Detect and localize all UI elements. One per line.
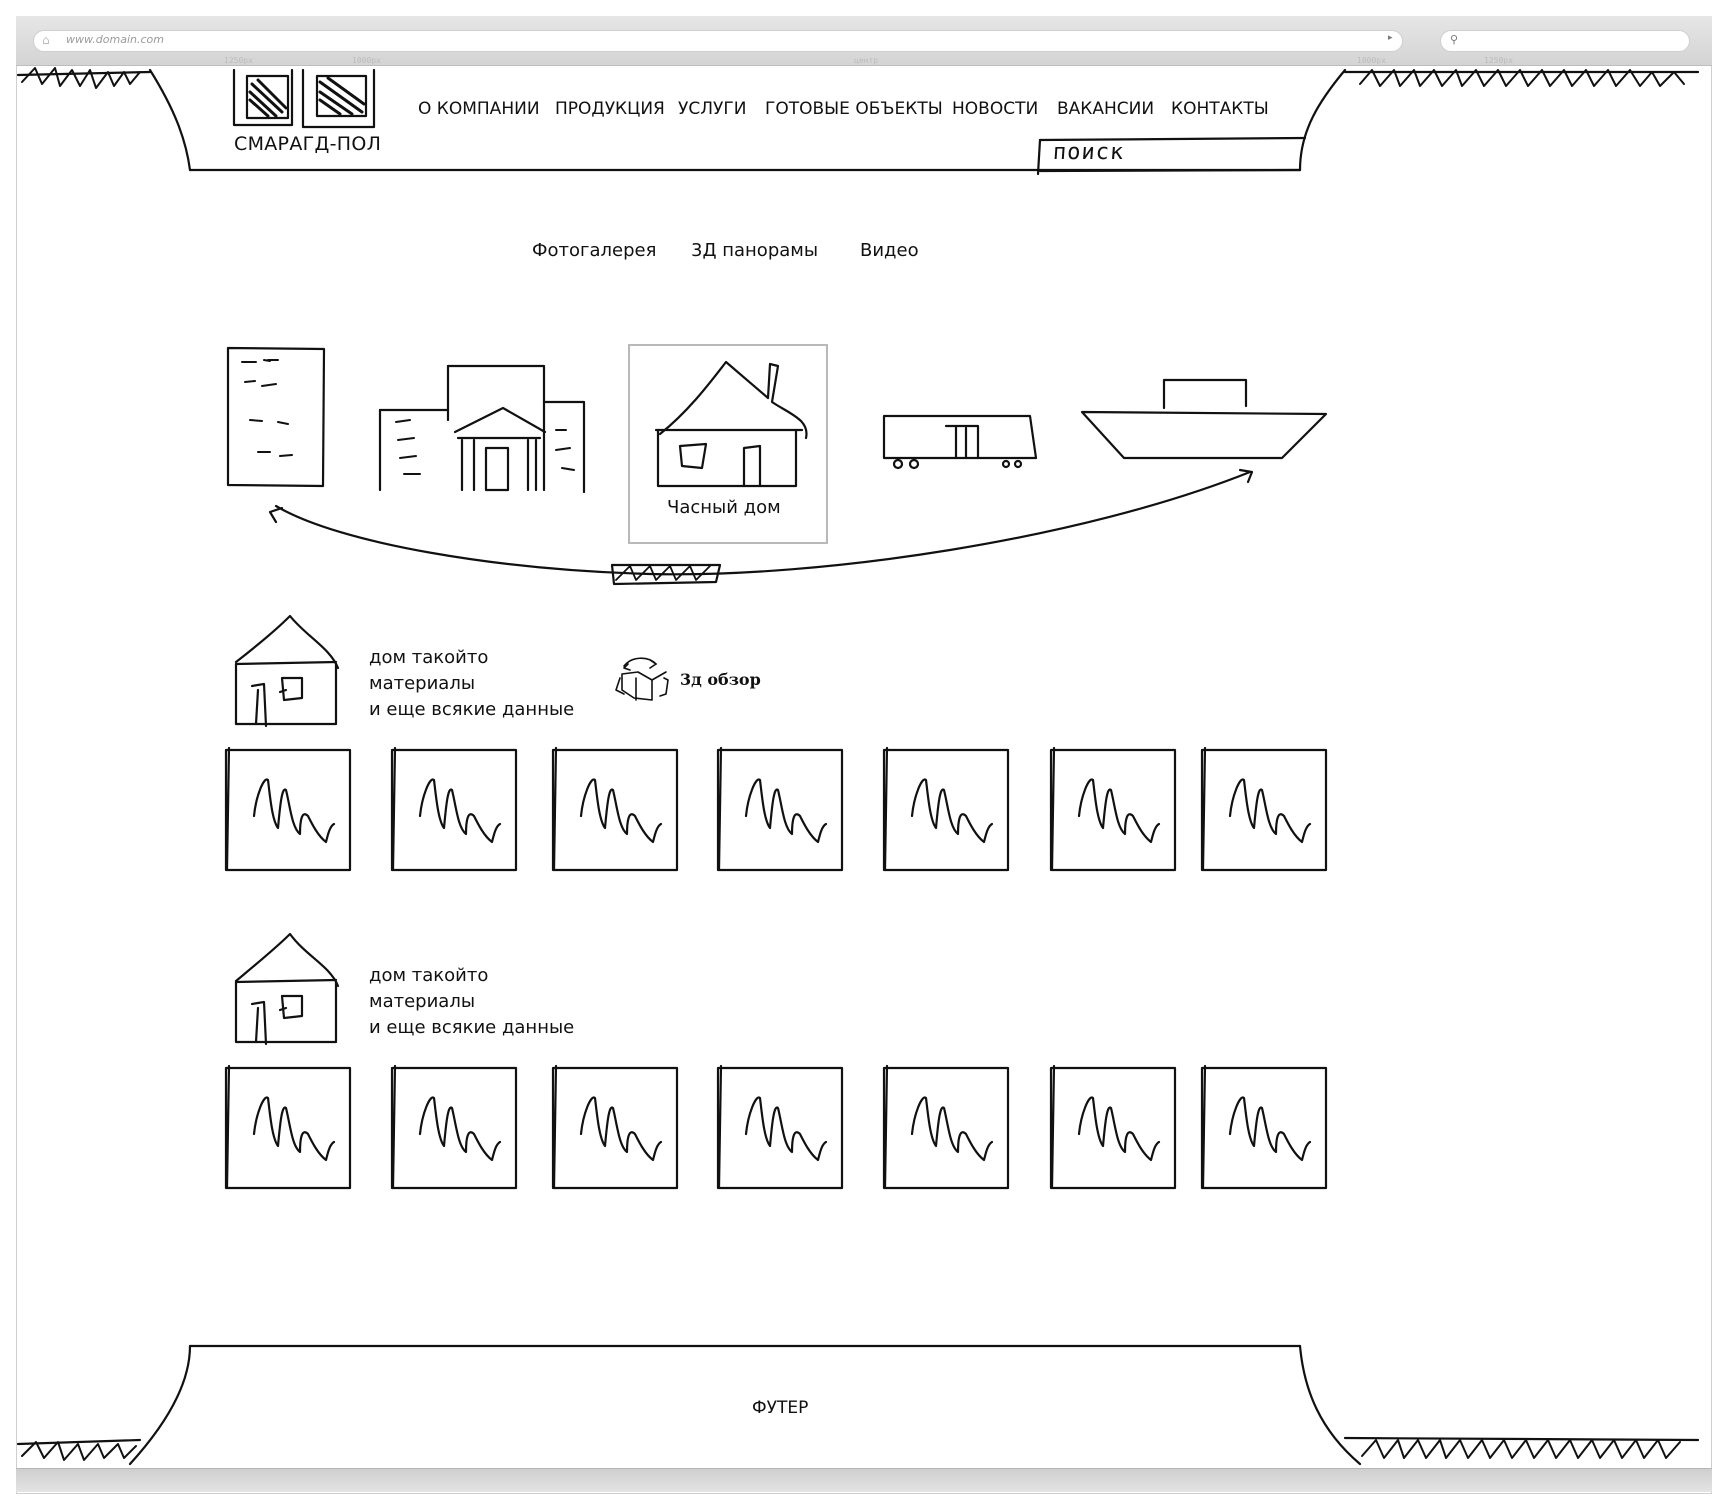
object-details: и еще всякие данные [369,699,575,720]
go-arrow-icon[interactable]: ▸ [1388,33,1393,43]
carousel-item-complex[interactable] [380,366,584,492]
photo-thumbnail[interactable] [1202,748,1326,870]
ruler-mark: 1250px [224,56,253,65]
carousel-selected-label: Часный дом [667,497,781,518]
3d-review-icon[interactable] [616,658,668,700]
photo-thumbnail[interactable] [718,1066,842,1188]
ruler-mark: 1250px [1484,56,1513,65]
nav-item-ready-objects[interactable]: ГОТОВЫЕ ОБЪЕКТЫ [765,99,943,119]
photo-placeholder-icon [1079,1097,1159,1160]
nav-item-news[interactable]: НОВОСТИ [952,99,1039,119]
3d-review-link[interactable]: 3д обзор [680,670,761,689]
photo-placeholder-icon [581,1097,661,1160]
photo-thumbnail[interactable] [392,748,516,870]
house-icon [236,616,338,726]
photo-thumbnail[interactable] [553,748,677,870]
tab-photo-gallery[interactable]: Фотогалерея [532,240,657,261]
nav-item-vacancies[interactable]: ВАКАНСИИ [1057,99,1155,119]
nav-item-about[interactable]: О КОМПАНИИ [418,99,540,119]
object-materials: материалы [369,991,476,1012]
tab-3d-panoramas[interactable]: 3Д панорамы [691,240,819,261]
photo-placeholder-icon [1079,779,1159,842]
photo-thumbnail[interactable] [1202,1066,1326,1188]
object-details: и еще всякие данные [369,1017,575,1038]
photo-thumbnail[interactable] [226,748,350,870]
photo-thumbnail[interactable] [1051,748,1175,870]
photo-placeholder-icon [581,779,661,842]
tab-video[interactable]: Видео [860,240,919,261]
photo-thumbnail[interactable] [1051,1066,1175,1188]
object-title: дом такойто [369,647,489,668]
logo-squares-icon [234,70,374,127]
photo-thumbnail[interactable] [718,748,842,870]
carousel-item-high-rise[interactable] [228,348,324,486]
photo-placeholder-icon [420,1097,500,1160]
search-icon: ⚲ [1450,33,1459,46]
ruler-mark: 1000px [1357,56,1386,65]
photo-thumbnail[interactable] [392,1066,516,1188]
photo-thumbnail[interactable] [226,1066,350,1188]
photo-placeholder-icon [254,779,334,842]
photo-thumbnail[interactable] [884,1066,1008,1188]
photo-thumbnail[interactable] [884,748,1008,870]
ruler-mark: центр [854,56,879,65]
photo-placeholder-icon [1230,1097,1310,1160]
ruler-mark: 1000px [352,56,381,65]
photo-placeholder-icon [912,779,992,842]
search-input[interactable]: поиск [1052,140,1126,165]
footer-frame [18,1346,1698,1464]
photo-placeholder-icon [1230,779,1310,842]
address-text: www.domain.com [66,33,164,46]
photo-thumbnail[interactable] [553,1066,677,1188]
photo-placeholder-icon [746,1097,826,1160]
footer-label: ФУТЕР [752,1398,809,1418]
object-materials: материалы [369,673,476,694]
photo-placeholder-icon [746,779,826,842]
house-icon [236,934,338,1044]
photo-placeholder-icon [254,1097,334,1160]
site-building-icon: ⌂ [42,33,50,47]
logo-text: СМАРАГД-ПОЛ [234,133,382,155]
nav-item-services[interactable]: УСЛУГИ [678,99,747,119]
photo-placeholder-icon [912,1097,992,1160]
photo-placeholder-icon [420,779,500,842]
nav-item-products[interactable]: ПРОДУКЦИЯ [555,99,665,119]
carousel-item-boat[interactable] [1082,380,1326,458]
carousel-item-cabin[interactable] [884,416,1036,468]
nav-item-contacts[interactable]: КОНТАКТЫ [1171,99,1269,119]
object-title: дом такойто [369,965,489,986]
